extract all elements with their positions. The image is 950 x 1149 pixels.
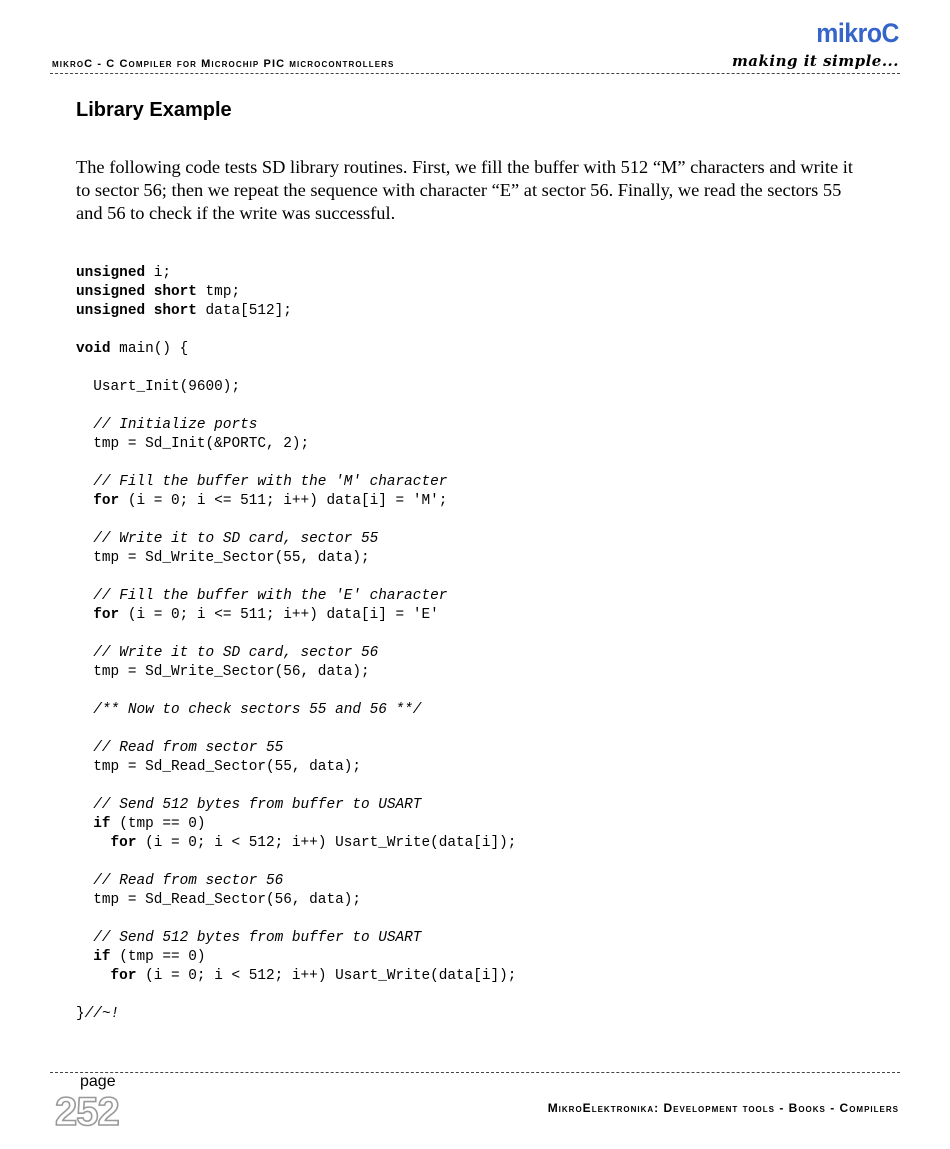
code-text	[76, 474, 93, 490]
code-text	[76, 873, 93, 889]
code-line	[76, 511, 516, 530]
code-keyword: unsigned short	[76, 284, 197, 300]
code-comment: // Write it to SD card, sector 56	[93, 645, 379, 661]
code-text	[76, 531, 93, 547]
code-text	[76, 702, 93, 718]
code-text: tmp = Sd_Write_Sector(55, data);	[76, 550, 370, 566]
page-label: page	[80, 1073, 116, 1090]
code-line	[76, 264, 516, 283]
code-line	[76, 834, 516, 853]
code-text: tmp;	[196, 284, 241, 300]
code-text: (i = 0; i <= 511; i++) data[i] = 'E'	[119, 607, 439, 623]
code-text: tmp = Sd_Init(&PORTC, 2);	[76, 436, 310, 452]
code-line	[76, 359, 516, 378]
code-line	[76, 606, 516, 625]
code-line	[76, 796, 516, 815]
code-text	[76, 949, 93, 965]
section-heading: Library Example	[76, 99, 232, 121]
code-text	[76, 740, 93, 756]
code-line	[76, 302, 516, 321]
code-line	[76, 397, 516, 416]
code-text	[76, 835, 111, 851]
code-keyword: unsigned	[76, 265, 146, 281]
code-line	[76, 739, 516, 758]
code-text: (i = 0; i < 512; i++) Usart_Write(data[i]);	[136, 968, 517, 984]
footer-divider	[50, 1072, 900, 1073]
header-title: mikroC - C Compiler for Microchip PIC microcontrollers	[52, 58, 395, 70]
code-line	[76, 283, 516, 302]
code-line	[76, 720, 516, 739]
code-keyword: void	[76, 341, 111, 357]
code-comment: // Fill the buffer with the 'M' character	[93, 474, 448, 490]
code-line	[76, 777, 516, 796]
code-line	[76, 853, 516, 872]
code-line	[76, 929, 516, 948]
code-comment: //~!	[84, 1006, 120, 1022]
code-comment: // Write it to SD card, sector 55	[93, 531, 379, 547]
code-comment: // Send 512 bytes from buffer to USART	[93, 797, 422, 813]
code-line	[76, 910, 516, 929]
code-line	[76, 378, 516, 397]
code-text: (tmp == 0)	[110, 949, 206, 965]
code-text: tmp = Sd_Read_Sector(55, data);	[76, 759, 361, 775]
code-line	[76, 701, 516, 720]
code-line	[76, 758, 516, 777]
code-text	[76, 493, 93, 509]
code-text	[76, 968, 111, 984]
code-line	[76, 948, 516, 967]
code-text: (i = 0; i <= 511; i++) data[i] = 'M';	[119, 493, 448, 509]
code-comment: // Fill the buffer with the 'E' character	[93, 588, 448, 604]
code-text: Usart_Init(9600);	[76, 379, 241, 395]
code-text	[76, 645, 93, 661]
code-keyword: for	[93, 493, 120, 509]
code-line	[76, 435, 516, 454]
code-comment: // Read from sector 56	[93, 873, 284, 889]
code-text	[76, 816, 93, 832]
code-line	[76, 644, 516, 663]
code-line	[76, 492, 516, 511]
code-line	[76, 321, 516, 340]
code-line	[76, 967, 516, 986]
code-comment: // Send 512 bytes from buffer to USART	[93, 930, 422, 946]
code-line	[76, 625, 516, 644]
brand-slogan: making it simple...	[731, 52, 899, 70]
code-line	[76, 891, 516, 910]
code-line	[76, 587, 516, 606]
code-keyword: for	[110, 835, 137, 851]
code-text	[76, 797, 93, 813]
header-divider	[50, 73, 900, 74]
code-keyword: if	[93, 816, 111, 832]
code-text: main() {	[110, 341, 189, 357]
intro-paragraph: The following code tests SD library routines. First, we fill the buffer with 512 “M” characters and write it to sector 56; then we repeat the sequence with character “E” at sector 56. Finally, we read the sectors 55 and 56 to check if the write was successful.	[76, 157, 853, 223]
code-line	[76, 568, 516, 587]
code-keyword: unsigned short	[76, 303, 197, 319]
brand-logo: mikroC	[816, 18, 899, 48]
code-comment: /** Now to check sectors 55 and 56 **/	[93, 702, 422, 718]
code-listing	[76, 264, 516, 1024]
code-text: tmp = Sd_Read_Sector(56, data);	[76, 892, 361, 908]
code-keyword: if	[93, 949, 111, 965]
code-text: i;	[145, 265, 172, 281]
code-line	[76, 682, 516, 701]
code-text	[76, 588, 93, 604]
code-comment: // Initialize ports	[93, 417, 258, 433]
code-line	[76, 872, 516, 891]
code-text	[76, 930, 93, 946]
code-line	[76, 815, 516, 834]
footer-publisher: MikroElektronika: Development tools - Books - Compilers	[547, 1101, 899, 1115]
code-text	[76, 607, 93, 623]
code-keyword: for	[110, 968, 137, 984]
page-number: 252	[55, 1090, 119, 1134]
code-line	[76, 549, 516, 568]
code-text: (tmp == 0)	[110, 816, 206, 832]
code-text: }	[76, 1006, 85, 1022]
code-line	[76, 986, 516, 1005]
code-line	[76, 454, 516, 473]
code-keyword: for	[93, 607, 120, 623]
code-line	[76, 530, 516, 549]
code-text: (i = 0; i < 512; i++) Usart_Write(data[i]);	[136, 835, 517, 851]
code-line	[76, 473, 516, 492]
code-text	[76, 417, 93, 433]
code-line	[76, 663, 516, 682]
code-line	[76, 416, 516, 435]
code-comment: // Read from sector 55	[93, 740, 284, 756]
code-line	[76, 1005, 516, 1024]
code-text: data[512];	[196, 303, 292, 319]
code-line	[76, 340, 516, 359]
code-text: tmp = Sd_Write_Sector(56, data);	[76, 664, 370, 680]
